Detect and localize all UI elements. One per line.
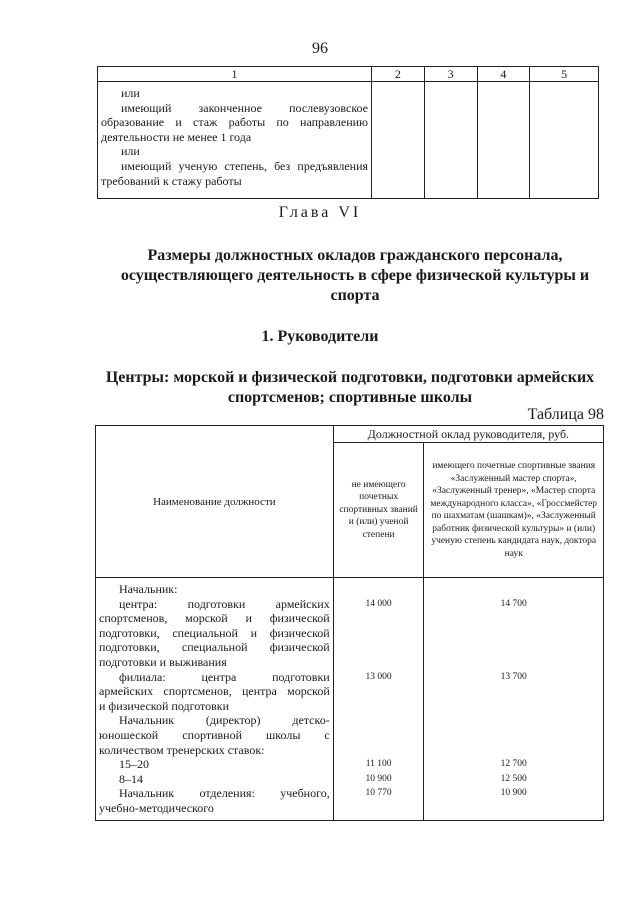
salary-value-titled: 13 700 — [500, 671, 527, 682]
position-block — [99, 670, 330, 714]
continuation-line: имеющий ученую степень, без предъявления — [121, 158, 369, 173]
position-line: подготовки, специальной физической — [99, 640, 330, 655]
continuation-line: образование и стаж работы по направлению — [101, 115, 369, 130]
position-line: учебно-методического — [99, 800, 214, 815]
position-line: Начальник (директор) детско- — [119, 713, 330, 728]
position-line: Начальник: — [119, 582, 178, 596]
position-name-header: Наименование должности — [96, 426, 334, 578]
position-line: центра: подготовки армейских — [119, 596, 330, 611]
col-header-4: 4 — [477, 67, 530, 82]
salary-value-titled: 10 900 — [500, 788, 527, 799]
position-line: юношеской спортивной школы с — [99, 727, 330, 742]
salary-values-cell-2 — [424, 578, 604, 821]
salary-value-titled: 12 700 — [500, 759, 527, 770]
salary-table — [95, 425, 604, 821]
position-block — [99, 786, 330, 815]
position-line: армейских спортсменов, центра морской — [99, 684, 330, 699]
page-number: 96 — [312, 40, 328, 57]
salary-no-titles-header: не имеющего почетных спортивных званий и (или) ученой степени — [333, 443, 424, 578]
position-block — [99, 772, 330, 787]
salary-value-base: 10 770 — [365, 788, 392, 799]
salary-header-row-1 — [96, 426, 604, 443]
salary-value-base: 14 000 — [365, 598, 392, 609]
col-header-1: 1 — [98, 67, 372, 82]
section-title: 1. Руководители — [261, 328, 379, 345]
position-names-cell — [96, 578, 334, 821]
col-header-5: 5 — [530, 67, 599, 82]
empty-cell — [372, 82, 425, 199]
col-header-3: 3 — [424, 67, 477, 82]
position-block — [99, 713, 330, 757]
position-line: подготовки и выживания — [99, 654, 227, 669]
salary-group-header: Должностной оклад руководителя, руб. — [333, 426, 603, 443]
position-line: спортсменов, морской и физической — [99, 611, 330, 626]
position-line: 8–14 — [119, 771, 143, 786]
salary-value-base: 13 000 — [365, 671, 392, 682]
salary-values-cell-1 — [333, 578, 424, 821]
continuation-line: или — [121, 144, 140, 159]
position-block — [99, 582, 330, 670]
empty-cell — [424, 82, 477, 199]
position-line: Начальник отделения: учебного, — [119, 786, 330, 801]
salary-value-base: 11 100 — [365, 759, 392, 770]
empty-cell — [477, 82, 530, 199]
position-line: и физической подготовки — [99, 698, 230, 713]
col-header-2: 2 — [372, 67, 425, 82]
empty-cell — [530, 82, 599, 199]
continuation-header-row — [98, 67, 599, 82]
position-block — [99, 757, 330, 772]
salary-value-titled: 12 500 — [500, 773, 527, 784]
salary-value-base: 10 900 — [365, 773, 392, 784]
section-heading: Размеры должностных окладов гражданского персонала, осуществляющего деятельность в сфере физической культуры и спорта — [120, 247, 590, 304]
continuation-table — [97, 66, 599, 199]
position-line: филиала: центра подготовки — [119, 669, 330, 684]
continuation-line: деятельности не менее 1 года — [101, 129, 252, 144]
chapter-title: Глава VI — [278, 204, 362, 221]
continuation-text-cell — [98, 82, 372, 199]
continuation-line: или — [121, 86, 140, 100]
position-line: количеством тренерских ставок: — [99, 742, 265, 757]
salary-value-titled: 14 700 — [500, 598, 527, 609]
salary-body-row — [96, 578, 604, 821]
continuation-line: имеющий законченное послевузовское — [121, 100, 369, 115]
continuation-line: требований к стажу работы — [101, 173, 242, 188]
salary-with-titles-header: имеющего почетные спортивные звания «Заслуженный мастер спорта», «Заслуженный тренер», «Мастер спорта международного класса», «Гроссмейстер по шахматам (шашкам)», «Заслуженный работник физической культуры» и (или) ученую степень кандидата наук, доктора наук — [424, 443, 604, 578]
continuation-body-row — [98, 82, 599, 199]
subheading: Центры: морской и физической подготовки, подготовки армейских спортсменов; спортивные школы — [105, 369, 595, 406]
position-line: 15–20 — [119, 757, 149, 772]
table-label: Таблица 98 — [527, 406, 604, 423]
position-line: подготовки, специальной и физической — [99, 625, 330, 640]
